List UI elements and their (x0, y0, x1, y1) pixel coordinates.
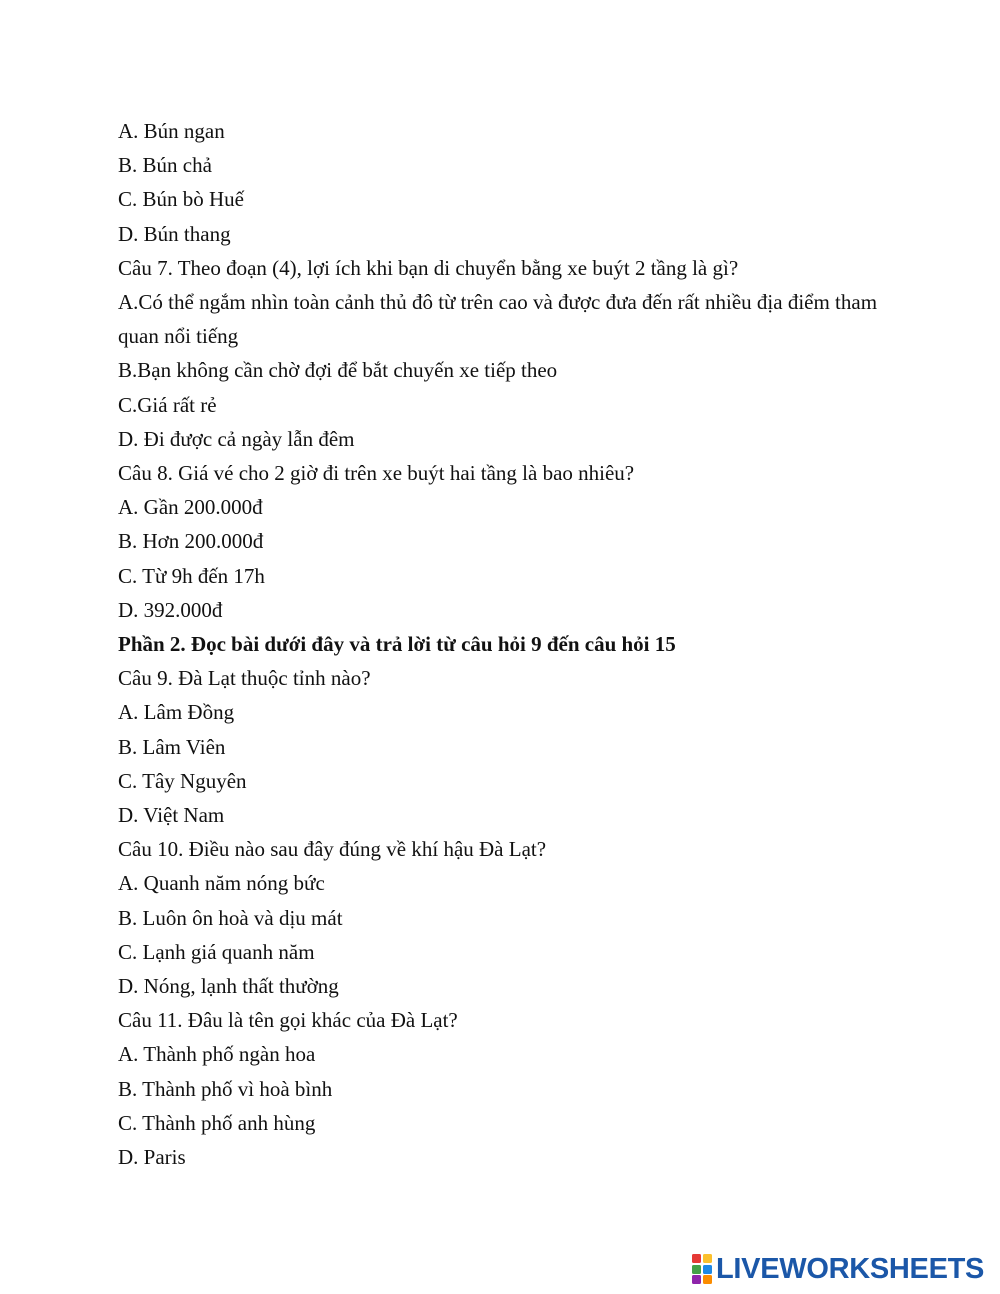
worksheet-line: Câu 9. Đà Lạt thuộc tỉnh nào? (118, 666, 371, 691)
worksheet-line: A.Có thể ngắm nhìn toàn cảnh thủ đô từ trên cao và được đưa đến rất nhiều địa điểm tham quan nổi tiếng (118, 290, 878, 349)
worksheet-line: D. Nóng, lạnh thất thường (118, 974, 339, 999)
worksheet-line: D. Việt Nam (118, 803, 225, 828)
worksheet-line: D. Paris (118, 1145, 186, 1170)
worksheet-line: B. Thành phố vì hoà bình (118, 1076, 333, 1101)
worksheet-line: B. Lâm Viên (118, 734, 226, 759)
worksheet-content (118, 114, 878, 1174)
logo-tile (692, 1275, 701, 1284)
liveworksheets-brand (692, 1252, 984, 1286)
worksheet-line: B.Bạn không cần chờ đợi để bắt chuyến xe tiếp theo (118, 358, 558, 383)
worksheet-line: C. Từ 9h đến 17h (118, 563, 265, 588)
worksheet-line: Câu 8. Giá vé cho 2 giờ đi trên xe buýt hai tầng là bao nhiêu? (118, 461, 635, 486)
logo-tile (692, 1265, 701, 1274)
worksheet-line: C.Giá rất rẻ (118, 392, 217, 417)
logo-tile (703, 1275, 712, 1284)
worksheet-line: C. Thành phố anh hùng (118, 1110, 316, 1135)
worksheet-line: A. Quanh năm nóng bức (118, 871, 325, 896)
worksheet-line: B. Bún chả (118, 153, 212, 178)
worksheet-line: A. Thành phố ngàn hoa (118, 1042, 316, 1067)
worksheet-line: C. Lạnh giá quanh năm (118, 939, 315, 964)
brand-name: LIVEWORKSHEETS (716, 1253, 985, 1285)
worksheet-line: C. Bún bò Huế (118, 187, 244, 212)
logo-tile (703, 1265, 712, 1274)
worksheet-line: D. Đi được cả ngày lẫn đêm (118, 426, 355, 451)
logo-tile (692, 1254, 701, 1263)
worksheet-line: B. Hơn 200.000đ (118, 529, 264, 554)
worksheet-line: A. Bún ngan (118, 119, 225, 143)
worksheet-line: C. Tây Nguyên (118, 768, 247, 793)
worksheet-line: Câu 11. Đâu là tên gọi khác của Đà Lạt? (118, 1008, 458, 1033)
liveworksheets-logo-icon (692, 1254, 712, 1284)
worksheet-line: Câu 10. Điều nào sau đây đúng về khí hậu Đà Lạt? (118, 837, 547, 862)
worksheet-line: D. 392.000đ (118, 597, 223, 622)
section-heading: Phần 2. Đọc bài dưới đây và trả lời từ câu hỏi 9 đến câu hỏi 15 (118, 632, 676, 657)
worksheet-line: D. Bún thang (118, 221, 231, 246)
worksheet-line: A. Lâm Đồng (118, 700, 235, 725)
logo-tile (703, 1254, 712, 1263)
worksheet-line: Câu 7. Theo đoạn (4), lợi ích khi bạn di chuyển bằng xe buýt 2 tầng là gì? (118, 255, 739, 280)
worksheet-line: B. Luôn ôn hoà và dịu mát (118, 905, 343, 930)
worksheet-line: A. Gần 200.000đ (118, 495, 263, 520)
